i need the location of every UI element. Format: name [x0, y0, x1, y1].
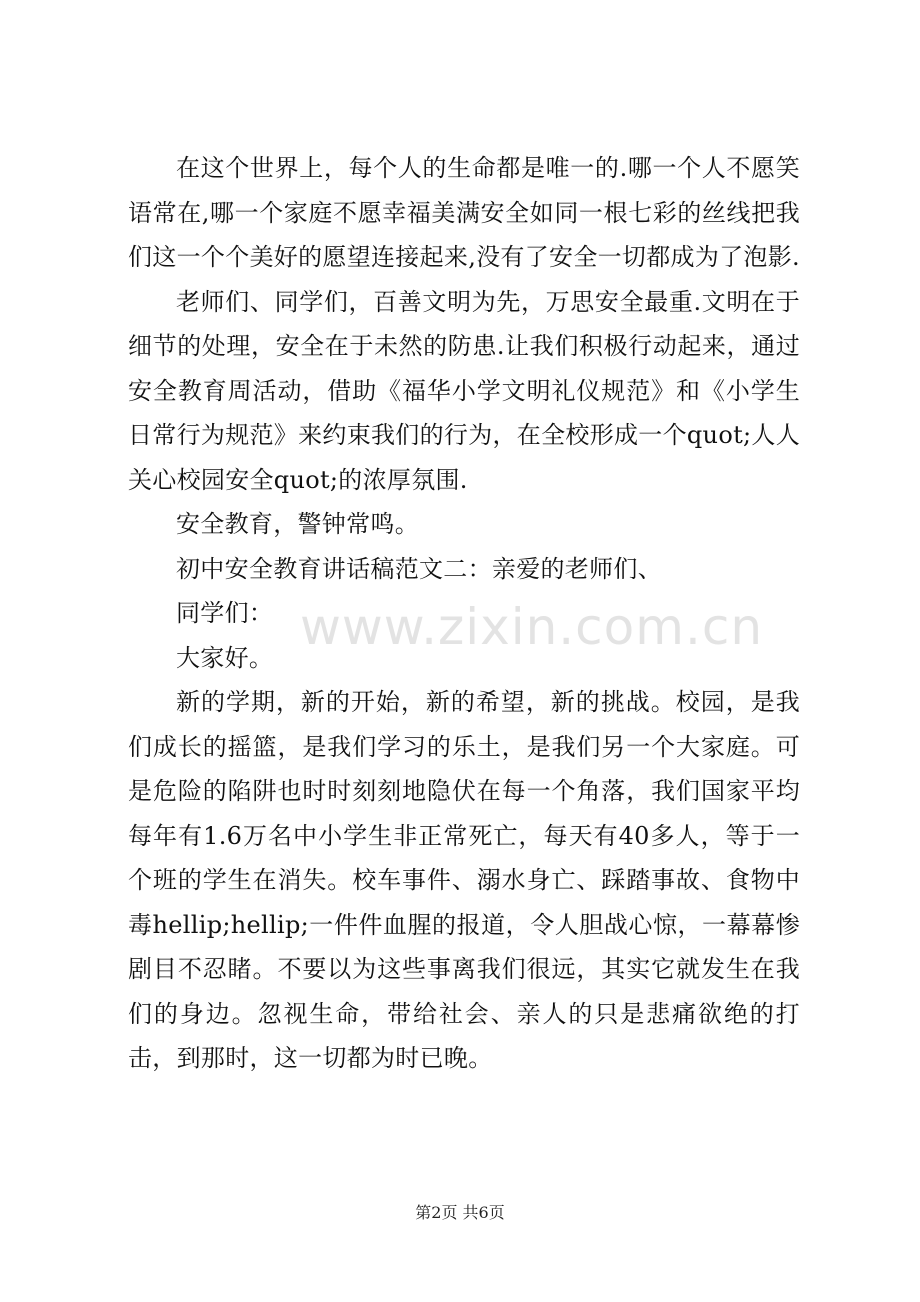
page-footer: 第2页 共6页: [415, 1203, 505, 1222]
watermark: www.zixin.com.cn: [300, 598, 764, 656]
paragraph: 初中安全教育讲话稿范文二：亲爱的老师们、: [176, 554, 662, 583]
paragraph: 大家好。: [176, 643, 274, 672]
paragraph: 安全教育，警钟常鸣。: [176, 510, 419, 538]
document-body: [128, 146, 800, 1081]
paragraph: 新的学期，新的开始，新的希望，新的挑战。校园，是我们成长的摇篮，是我们学习的乐土，是我们另一个大家庭。可是危险的陷阱也时时刻刻地隐伏在每一个角落，我们国家平均每年有1.6万名中小学生非正常死亡，每天有40多人，等于一个班的学生在消失。校车事件、溺水身亡、踩踏事故、食物中毒hellip;hellip;一件件血腥的报道，令人胆战心惊，一幕幕惨剧目不忍睹。不要以为这些事离我们很远，其实它就发生在我们的身边。忽视生命，带给社会、亲人的只是悲痛欲绝的打击，到那时，这一切都为时已晚。: [128, 688, 800, 1072]
paragraph: 老师们、同学们，百善文明为先，万思安全最重.文明在于细节的处理，安全在于未然的防患.让我们积极行动起来，通过安全教育周活动，借助《福华小学文明礼仪规范》和《小学生日常行为规范》来约束我们的行为，在全校形成一个quot;人人关心校园安全quot;的浓厚氛围.: [128, 287, 800, 494]
paragraph: 在这个世界上，每个人的生命都是唯一的.哪一个人不愿笑语常在,哪一个家庭不愿幸福美满安全如同一根七彩的丝线把我们这一个个美好的愿望连接起来,没有了安全一切都成为了泡影.: [128, 154, 800, 271]
paragraph: 同学们：: [176, 599, 274, 627]
